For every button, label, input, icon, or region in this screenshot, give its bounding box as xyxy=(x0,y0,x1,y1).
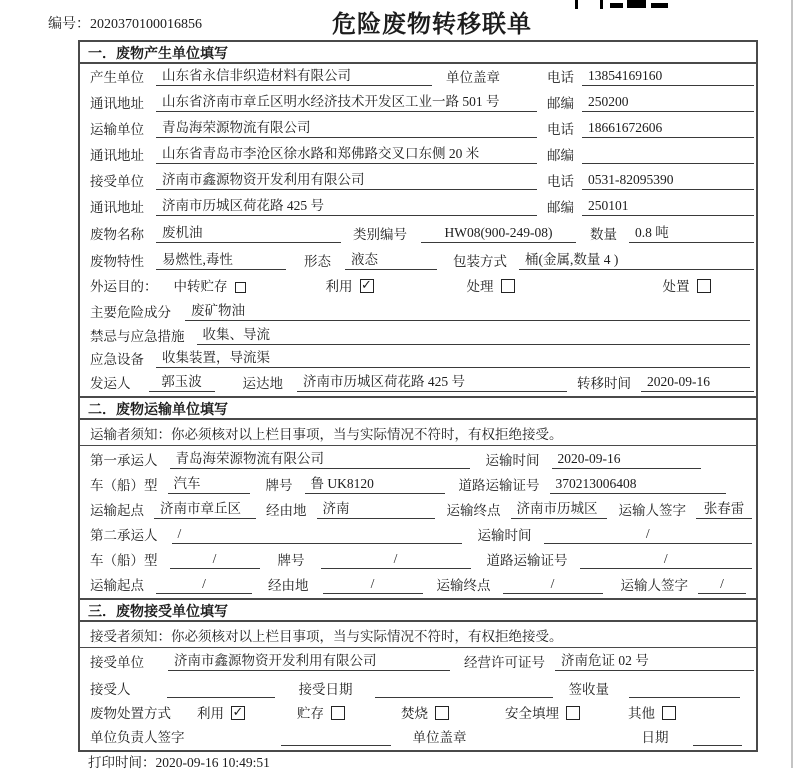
received-amount-value xyxy=(629,681,740,698)
hazard-components-value: 废矿物油 xyxy=(185,299,750,321)
row-left-group xyxy=(90,90,547,112)
transport-time-value: / xyxy=(544,526,753,544)
address-label: 通讯地址 xyxy=(90,200,144,215)
packaging-value: 桶(金属,数量 4 ) xyxy=(519,248,754,270)
print-time: 打印时间：2020-09-16 10:49:51 xyxy=(88,755,270,770)
unit-seal-label: 单位盖章 xyxy=(412,730,467,745)
origin-value: / xyxy=(156,576,252,594)
waste-name-label: 废物名称 xyxy=(90,227,144,242)
checkbox-unchecked xyxy=(235,282,246,293)
producer-phone-value: 13854169160 xyxy=(582,68,754,86)
origin-label: 运输起点 xyxy=(90,578,144,593)
vehicle-type-value: / xyxy=(170,551,260,569)
origin-value: 济南市章丘区 xyxy=(154,497,256,519)
option-label: 中转贮存 xyxy=(173,279,228,294)
transport-unit-label: 运输单位 xyxy=(90,122,144,137)
second-carrier-label: 第二承运人 xyxy=(90,528,158,543)
terminus-value: / xyxy=(503,576,603,594)
transport-time-value: 2020-09-16 xyxy=(552,451,702,469)
row-consignor xyxy=(80,372,756,396)
producer-postcode-value: 250200 xyxy=(582,94,754,112)
producer-unit-value: 山东省永信非织造材料有限公司 xyxy=(156,64,432,86)
received-amount-label: 签收量 xyxy=(568,682,609,697)
option-label: 焚烧 xyxy=(401,706,428,721)
row-left-group xyxy=(90,116,547,138)
option-label: 其他 xyxy=(628,706,655,721)
phone-label: 电话 xyxy=(547,70,574,85)
permit-no-label: 经营许可证号 xyxy=(464,655,545,670)
row-transport-unit xyxy=(80,116,756,142)
row-vehicle-2 xyxy=(80,548,756,573)
plate-no-value: / xyxy=(321,551,471,569)
option-label: 利用 xyxy=(197,706,224,721)
transport-phone-value: 18661672606 xyxy=(582,120,754,138)
road-license-value: / xyxy=(580,551,753,569)
option-label: 利用 xyxy=(325,279,353,294)
receive-postcode-value: 250101 xyxy=(582,198,754,216)
date-value xyxy=(693,729,743,746)
receive-unit-value: 济南市鑫源物资开发利用有限公司 xyxy=(168,649,450,671)
producer-unit-label: 产生单位 xyxy=(90,70,144,85)
row-left-group xyxy=(90,64,547,86)
receive-phone-value: 0531-82095390 xyxy=(582,172,754,190)
receive-person-label: 接受人 xyxy=(90,682,131,697)
checkbox-unchecked xyxy=(501,279,515,293)
page-title: 危险废物转移联单 xyxy=(332,11,532,38)
row-transfer-purpose xyxy=(80,274,756,300)
purpose-option-treat xyxy=(467,275,515,295)
address-label: 通讯地址 xyxy=(90,96,144,111)
section1-header: 一．废物产生单位填写 xyxy=(80,42,756,64)
doc-number-label: 编号： xyxy=(48,17,90,32)
destination-value: 济南市历城区荷花路 425 号 xyxy=(297,370,567,392)
transport-unit-value: 青岛海荣源物流有限公司 xyxy=(156,116,537,138)
waste-name-value: 废机油 xyxy=(156,221,341,243)
row-waste-name xyxy=(80,220,756,247)
disposal-option-incinerate xyxy=(401,702,449,722)
purpose-option-dispose xyxy=(663,275,711,295)
transfer-time-value: 2020-09-16 xyxy=(641,374,754,392)
responsible-signature-value xyxy=(281,729,391,746)
stamp-mark-icon xyxy=(651,3,668,8)
receive-unit-value: 济南市鑫源物资开发利用有限公司 xyxy=(156,168,537,190)
unit-seal-label: 单位盖章 xyxy=(446,70,500,85)
vehicle-type-label: 车（船）型 xyxy=(90,478,158,493)
row-route-2 xyxy=(80,573,756,598)
row-receive-person xyxy=(80,675,756,702)
terminus-label: 运输终点 xyxy=(446,503,501,518)
cropped-stamp-fragment xyxy=(573,0,673,9)
consignor-label: 发运人 xyxy=(90,376,131,391)
terminus-label: 运输终点 xyxy=(436,578,491,593)
emergency-equipment-label: 应急设备 xyxy=(90,352,144,367)
address-label: 通讯地址 xyxy=(90,148,144,163)
transfer-time-label: 转移时间 xyxy=(577,376,631,391)
carrier-signature-label: 运输人签字 xyxy=(618,503,686,518)
disposal-option-store xyxy=(297,702,345,722)
hazard-components-label: 主要危险成分 xyxy=(90,305,171,320)
transport-time-label: 运输时间 xyxy=(477,528,532,543)
stamp-mark-icon xyxy=(610,3,623,8)
checkbox-checked: ✓ xyxy=(361,278,372,293)
option-label: 处置 xyxy=(662,279,690,294)
category-no-value: HW08(900-249-08) xyxy=(421,225,576,243)
quantity-value: 0.8 吨 xyxy=(629,221,754,243)
receive-unit-label: 接受单位 xyxy=(90,174,144,189)
plate-no-label: 牌号 xyxy=(277,553,305,568)
precautions-label: 禁忌与应急措施 xyxy=(90,329,185,344)
section3-header: 三．废物接受单位填写 xyxy=(80,598,756,622)
disposal-method-label: 废物处置方式 xyxy=(90,706,171,721)
form-label: 形态 xyxy=(304,254,331,269)
row-second-carrier xyxy=(80,523,756,548)
row-receive-unit-s3 xyxy=(80,648,756,675)
checkbox-unchecked xyxy=(566,706,580,720)
carrier-signature-label: 运输人签字 xyxy=(620,578,688,593)
vehicle-type-label: 车（船）型 xyxy=(90,553,158,568)
section2-header: 二．废物运输单位填写 xyxy=(80,396,756,420)
consignor-value: 郭玉波 xyxy=(149,370,215,392)
row-route-1 xyxy=(80,498,756,523)
receive-address-value: 济南市历城区荷花路 425 号 xyxy=(156,194,537,216)
row-hazard-components xyxy=(80,300,756,325)
doc-number-value: 2020370100016856 xyxy=(90,17,202,32)
manifest-form-table xyxy=(78,40,758,752)
stamp-mark-icon xyxy=(627,0,646,8)
carrier-signature-value: / xyxy=(698,576,746,594)
vehicle-type-value: 汽车 xyxy=(168,472,250,494)
row-producer-address xyxy=(80,90,756,116)
carrier-signature-value: 张春雷 xyxy=(696,497,752,519)
receiver-notice: 接受者须知：你必须核对以上栏目事项，当与实际情况不符时，有权拒绝接受。 xyxy=(80,622,756,648)
precautions-value: 收集、导流 xyxy=(197,323,751,345)
destination-label: 运达地 xyxy=(242,376,283,391)
date-label: 日期 xyxy=(641,730,669,745)
packaging-label: 包装方式 xyxy=(453,254,507,269)
postcode-label: 邮编 xyxy=(547,96,574,111)
option-label: 安全填埋 xyxy=(505,706,559,721)
producer-address-value: 山东省济南市章丘区明水经济技术开发区工业一路 501 号 xyxy=(156,90,537,112)
second-carrier-value: / xyxy=(172,526,462,544)
phone-label: 电话 xyxy=(547,122,574,137)
option-label: 贮存 xyxy=(297,706,324,721)
disposal-option-landfill xyxy=(505,702,580,722)
row-first-carrier xyxy=(80,446,756,473)
row-receive-unit xyxy=(80,168,756,194)
road-license-label: 道路运输证号 xyxy=(458,478,540,493)
postcode-label: 邮编 xyxy=(547,200,574,215)
checkbox-checked: ✓ xyxy=(232,705,244,720)
terminus-value: 济南市历城区 xyxy=(511,497,607,519)
via-label: 经由地 xyxy=(266,503,307,518)
row-left-group xyxy=(90,194,547,216)
checkbox-unchecked xyxy=(331,706,345,720)
receive-unit-label: 接受单位 xyxy=(90,655,144,670)
transport-postcode-value xyxy=(582,147,754,164)
road-license-label: 道路运输证号 xyxy=(486,553,568,568)
quantity-label: 数量 xyxy=(590,227,617,242)
receive-person-value xyxy=(167,681,275,698)
postcode-label: 邮编 xyxy=(547,148,574,163)
disposal-option-other xyxy=(628,702,676,722)
row-producer-unit xyxy=(80,64,756,90)
transport-address-value: 山东省青岛市李沧区徐水路和郑佛路交叉口东侧 20 米 xyxy=(156,142,537,164)
emergency-equipment-value: 收集装置，导流渠 xyxy=(156,346,750,368)
row-left-group xyxy=(90,142,547,164)
phone-label: 电话 xyxy=(547,174,574,189)
page-edge-line xyxy=(791,0,793,768)
row-receive-address xyxy=(80,194,756,220)
receive-date-value xyxy=(375,681,553,698)
checkbox-unchecked xyxy=(435,706,449,720)
via-value: / xyxy=(323,576,423,594)
row-disposal-method xyxy=(80,702,756,726)
transporter-notice: 运输者须知：你必须核对以上栏目事项，当与实际情况不符时，有权拒绝接受。 xyxy=(80,420,756,446)
via-label: 经由地 xyxy=(268,578,309,593)
purpose-option-utilize xyxy=(326,275,374,295)
purpose-option-storage xyxy=(174,275,246,295)
option-label: 处理 xyxy=(466,279,494,294)
stamp-box-icon xyxy=(575,0,603,9)
characteristics-value: 易燃性,毒性 xyxy=(156,248,286,270)
row-transport-address xyxy=(80,142,756,168)
checkbox-unchecked xyxy=(662,706,676,720)
transport-time-label: 运输时间 xyxy=(485,453,540,468)
first-carrier-value: 青岛海荣源物流有限公司 xyxy=(170,447,470,469)
first-carrier-label: 第一承运人 xyxy=(90,453,158,468)
plate-no-value: 鲁 UK8120 xyxy=(305,472,445,494)
doc-number xyxy=(48,13,202,33)
origin-label: 运输起点 xyxy=(90,503,144,518)
form-value: 液态 xyxy=(345,248,437,270)
disposal-option-utilize xyxy=(197,702,245,722)
permit-no-value: 济南危证 02 号 xyxy=(555,649,754,671)
row-left-group xyxy=(90,168,547,190)
row-responsible-signature xyxy=(80,726,756,750)
receive-date-label: 接受日期 xyxy=(298,682,353,697)
row-emergency-equipment xyxy=(80,349,756,372)
via-value: 济南 xyxy=(317,497,435,519)
checkbox-unchecked xyxy=(697,279,711,293)
category-no-label: 类别编号 xyxy=(353,227,407,242)
row-vehicle-1 xyxy=(80,473,756,498)
purpose-label: 外运目的： xyxy=(90,279,158,294)
plate-no-label: 牌号 xyxy=(265,478,293,493)
road-license-value: 370213006408 xyxy=(550,476,727,494)
responsible-signature-label: 单位负责人签字 xyxy=(90,730,185,745)
row-waste-characteristics xyxy=(80,247,756,274)
characteristics-label: 废物特性 xyxy=(90,254,144,269)
